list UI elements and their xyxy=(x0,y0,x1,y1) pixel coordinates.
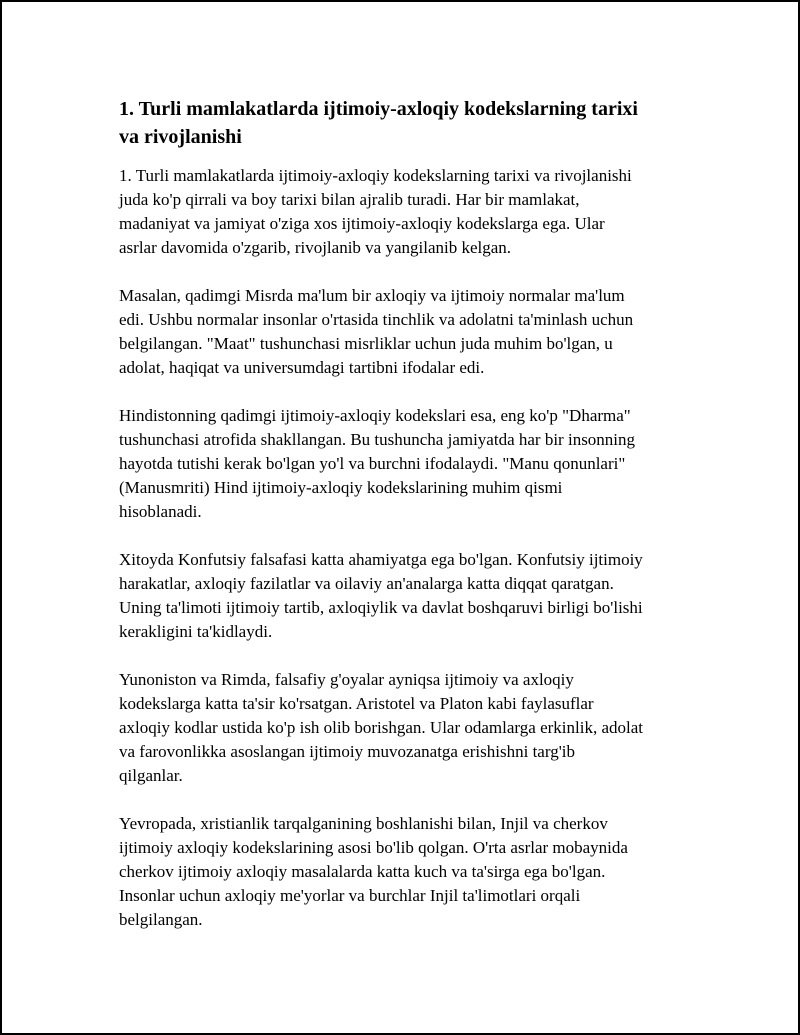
paragraph-europe: Yevropada, xristianlik tarqalganining boshlanishi bilan, Injil va cherkov ijtimoiy axloqiy kodekslarining asosi bo'lib qolgan. O'rta asrlar mobaynida cherkov ijtimoiy axloqiy masalalarda katta kuch va ta'sirga ega bo'lgan. Insonlar uchun axloqiy me'yorlar va burchlar Injil ta'limotlari orqali belgilangan. xyxy=(119,814,628,929)
paragraph-china: Xitoyda Konfutsiy falsafasi katta ahamiyatga ega bo'lgan. Konfutsiy ijtimoiy harakatlar, axloqiy fazilatlar va oilaviy an'analarga katta diqqat qaratgan. Uning ta'limoti ijtimoiy tartib, axloqiylik va davlat boshqaruvi birligi bo'lishi kerakligini ta'kidlaydi. xyxy=(119,550,643,641)
document-title: 1. Turli mamlakatlarda ijtimoiy-axloqiy kodekslarning tarixi va rivojlanishi xyxy=(119,98,638,148)
paragraph-egypt: Masalan, qadimgi Misrda ma'lum bir axloqiy va ijtimoiy normalar ma'lum edi. Ushbu normalar insonlar o'rtasida tinchlik va adolatni ta'minlash uchun belgilangan. "Maat" tushunchasi misrliklar uchun juda muhim bo'lgan, u adolat, haqiqat va universumdagi tartibni ifodalar edi. xyxy=(119,286,634,377)
document-body xyxy=(119,95,689,932)
paragraph-india: Hindistonning qadimgi ijtimoiy-axloqiy kodekslari esa, eng ko'p "Dharma" tushunchasi atrofida shakllangan. Bu tushuncha jamiyatda har bir insonning hayotda tutishi kerak bo'lgan yo'l va burchni ifodalaydi. "Manu qonunlari" (Manusmriti) Hind ijtimoiy-axloqiy kodekslarining muhim qismi hisoblanadi. xyxy=(119,406,636,521)
paragraph-greece-rome: Yunoniston va Rimda, falsafiy g'oyalar ayniqsa ijtimoiy va axloqiy kodekslarga katta ta'sir ko'rsatgan. Aristotel va Platon kabi faylasuflar axloqiy kodlar ustida ko'p ish olib borishgan. Ular odamlarga erkinlik, adolat va farovonlikka asoslangan ijtimoiy muvozanatga erishishni targ'ib qilganlar. xyxy=(119,670,643,785)
paragraph-intro: 1. Turli mamlakatlarda ijtimoiy-axloqiy kodekslarning tarixi va rivojlanishi juda ko'p qirrali va boy tarixi bilan ajralib turadi. Har bir mamlakat, madaniyat va jamiyat o'ziga xos ijtimoiy-axloqiy kodekslarga ega. Ular asrlar davomida o'zgarib, rivojlanib va yangilanib kelgan. xyxy=(119,166,632,257)
